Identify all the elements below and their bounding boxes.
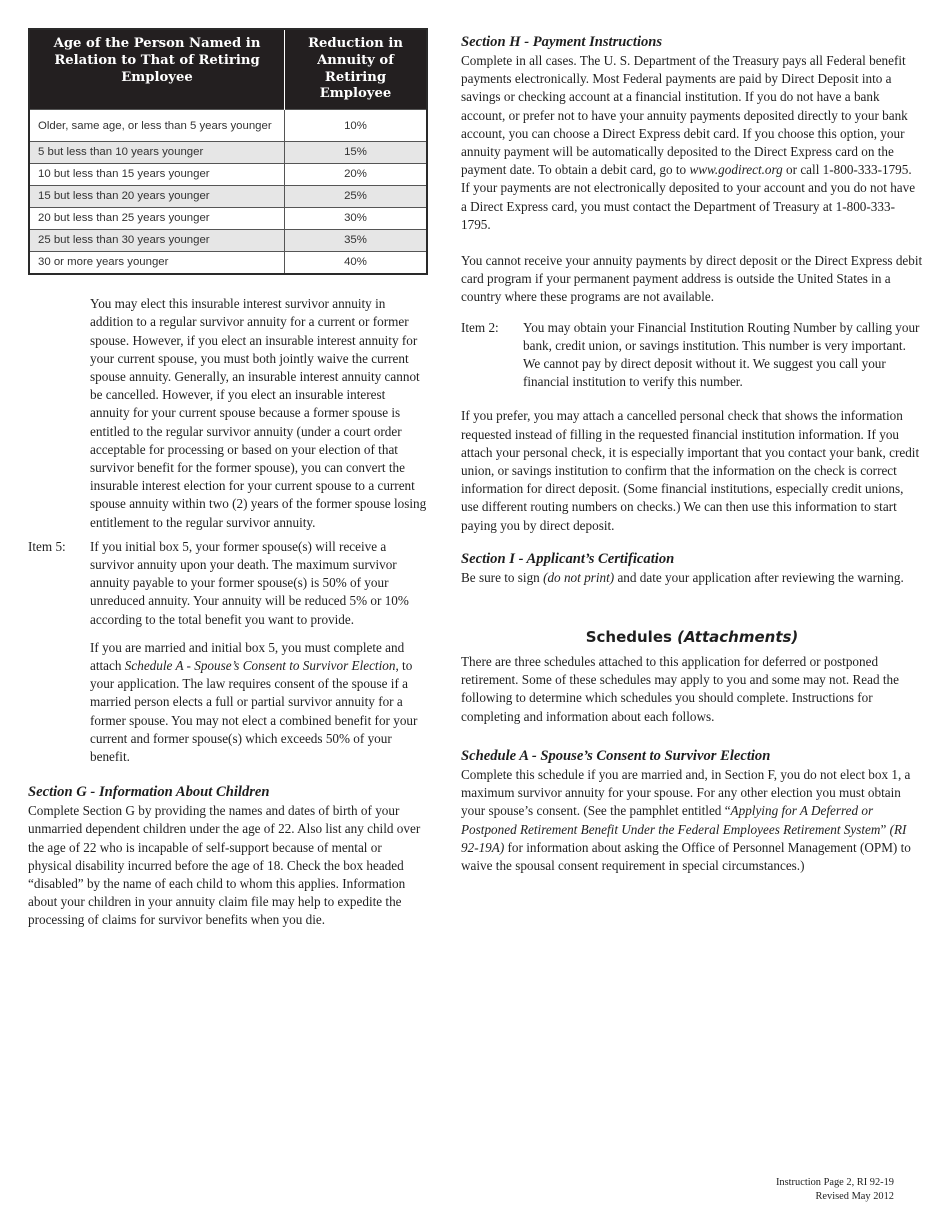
age-cell: 10 but less than 15 years younger xyxy=(29,164,285,186)
footer-revision: Revised May 2012 xyxy=(815,1190,894,1202)
table-row xyxy=(29,208,427,230)
table-row xyxy=(29,230,427,252)
section-h-heading: Section H - Payment Instructions xyxy=(461,34,663,50)
table-row xyxy=(29,164,427,186)
age-cell: 5 but less than 10 years younger xyxy=(29,142,285,164)
godirect-link: www.godirect.org xyxy=(689,162,783,178)
section-g-text: Complete Section G by providing the names and dates of birth of your unmarried dependent children under the age of 22. Also list any child over the age of 22 who is incapable of self-support because of mental or physical disability incurred before the age of 18. Check the box headed “disabled” by the name of each child to whom this applies. Information about your children in your annuity claim file may help to expedite the processing of claims for survivor benefits when you die. xyxy=(28,803,421,928)
reduction-cell: 10% xyxy=(285,110,428,142)
reduction-cell: 35% xyxy=(285,230,428,252)
right-column xyxy=(461,32,923,875)
age-cell: 30 or more years younger xyxy=(29,252,285,275)
table-row xyxy=(29,186,427,208)
table-header-reduction: Reduction in Annuity of Retiring Employee xyxy=(285,29,428,110)
reduction-cell: 40% xyxy=(285,252,428,275)
schedules-title-attachments: (Attachments) xyxy=(677,628,799,647)
age-cell: Older, same age, or less than 5 years younger xyxy=(29,110,285,142)
item-5-paragraph-2 xyxy=(90,639,428,766)
item-5-para2-text: If you are married and initial box 5, you must complete and attach xyxy=(90,639,405,674)
table-header-row xyxy=(29,29,427,110)
reduction-cell: 25% xyxy=(285,186,428,208)
schedule-a-text-b: ” xyxy=(880,821,890,837)
reduction-cell: 15% xyxy=(285,142,428,164)
reduction-cell: 20% xyxy=(285,164,428,186)
item-2 xyxy=(461,319,923,392)
do-not-print-note: (do not print) xyxy=(543,569,615,585)
reduction-cell: 30% xyxy=(285,208,428,230)
item-5-text: If you initial box 5, your former spouse(s) will receive a survivor annuity upon your death. The maximum survivor annuity payable to your former spouse(s) is 50% of your unreduced annuity. Your annuity will be reduced 5% or 10% according to the total benefit you want to provide. xyxy=(90,538,409,627)
item-2-label: Item 2: xyxy=(461,319,499,335)
age-cell: 25 but less than 30 years younger xyxy=(29,230,285,252)
pamphlet-title: Applying for A Deferred or Postponed Retirement Benefit Under the Federal Employees Retirement System xyxy=(461,803,881,837)
schedule-a-heading: Schedule A - Spouse’s Consent to Survivor Election xyxy=(461,747,771,764)
item-5-para2-text-cont: , to your application. The law requires consent of the spouse if a married person elects a full or partial survivor annuity for a former spouse. You may not elect a combined benefit for your current and former spouse(s) which exceeds 50% of your benefit. xyxy=(90,658,418,765)
pamphlet-code: (RI 92-19A) xyxy=(461,821,907,855)
section-i-text xyxy=(461,569,923,587)
section-h-text xyxy=(461,52,923,234)
age-cell: 15 but less than 20 years younger xyxy=(29,186,285,208)
section-h-text-b: or call 1-800-333-1795. If your payments are not electronically deposited to your account and you do not have a Direct Express card, you must contact the Department of Treasury at 1-800-333-1795. xyxy=(461,162,916,232)
schedule-a-text xyxy=(461,766,923,875)
schedule-a-text-a: Complete this schedule if you are married and, in Section F, you do not elect box 1, a maximum survivor annuity for your spouse. For any other election you must obtain your spouse’s consent. (See the pamphlet entitled “ xyxy=(461,766,911,819)
left-column xyxy=(28,28,428,930)
section-i-text-a: Be sure to sign xyxy=(461,569,544,585)
table-row xyxy=(29,252,427,275)
schedule-a-reference: Schedule A - Spouse’s Consent to Survivor Election xyxy=(124,658,396,674)
schedules-title-text: Schedules xyxy=(585,628,678,647)
table-row xyxy=(29,110,427,142)
section-h-paragraph-2: You cannot receive your annuity payments by direct deposit or the Direct Express debit card program if your permanent payment address is outside the United States in a country where these programs are not available. xyxy=(461,253,923,305)
item-5-label: Item 5: xyxy=(28,538,66,554)
section-g-heading: Section G - Information About Children xyxy=(28,784,270,801)
reduction-table xyxy=(28,28,428,275)
page-footer xyxy=(776,1176,894,1203)
section-h-text-a: Complete in all cases. The U. S. Department of the Treasury pays all Federal benefit payments electronically. Most Federal payments are paid by Direct Deposit into a savings or checking account at a financial institution. If you do not have a bank account, or prefer not to have your annuity payments deposited directly to your bank account, you can choose a Direct Express debit card. If you choose this option, your annuity payment will be automatically deposited to the Direct Express card on the payment date. To obtain a debit card, go to xyxy=(461,53,908,178)
section-i-text-b: and date your application after reviewing the warning. xyxy=(614,569,904,585)
age-cell: 20 but less than 25 years younger xyxy=(29,208,285,230)
schedules-text: There are three schedules attached to this application for deferred or postponed retirement. Some of these schedules may apply to you and some may not. Read the following to determine which schedules you should complete. Instructions for completing and information about each follows. xyxy=(461,654,900,724)
footer-page-id: Instruction Page 2, RI 92-19 xyxy=(775,1177,894,1188)
table-header-age: Age of the Person Named in Relation to That of Retiring Employee xyxy=(29,29,285,110)
cancelled-check-paragraph: If you prefer, you may attach a cancelled personal check that shows the information requested instead of filling in the requested financial institution information. If you attach your personal check, it is especially important that you contact your bank, credit union, or savings institution to confirm that the information on the check is correct information for direct deposit. (Some financial institutions, especially credit unions, use different routing numbers on checks.) We can then use this information to start paying you by direct deposit. xyxy=(461,408,920,533)
section-i-heading: Section I - Applicant’s Certification xyxy=(461,550,675,567)
item-2-text: You may obtain your Financial Institution Routing Number by calling your bank, credit union, or savings institution. This number is very important. We cannot pay by direct deposit without it. We suggest you call your financial institution to verify this number. xyxy=(523,319,920,390)
schedules-title xyxy=(461,627,923,647)
table-row xyxy=(29,142,427,164)
item-5 xyxy=(28,538,428,629)
schedule-a-text-c: for information about asking the Office of Personnel Management (OPM) to waive the spousal consent requirement in special circumstances.) xyxy=(461,839,911,873)
insurable-interest-paragraph: You may elect this insurable interest survivor annuity in addition to a regular survivor annuity for a current or former spouse. However, if you elect an insurable interest annuity for your current spouse, you must both jointly waive the current spouse annuity. Generally, an insurable interest annuity cannot be cancelled. However, if you elect an insurable interest annuity for your current spouse because a former spouse is entitled to the regular survivor annuity (under a court order acceptable for processing or based on your election of that survivor benefit for the former spouse), you can convert the insurable interest election for your current spouse to a current spouse annuity within two (2) years of the former spouse losing entitlement to the regular survivor annuity. xyxy=(90,296,427,530)
